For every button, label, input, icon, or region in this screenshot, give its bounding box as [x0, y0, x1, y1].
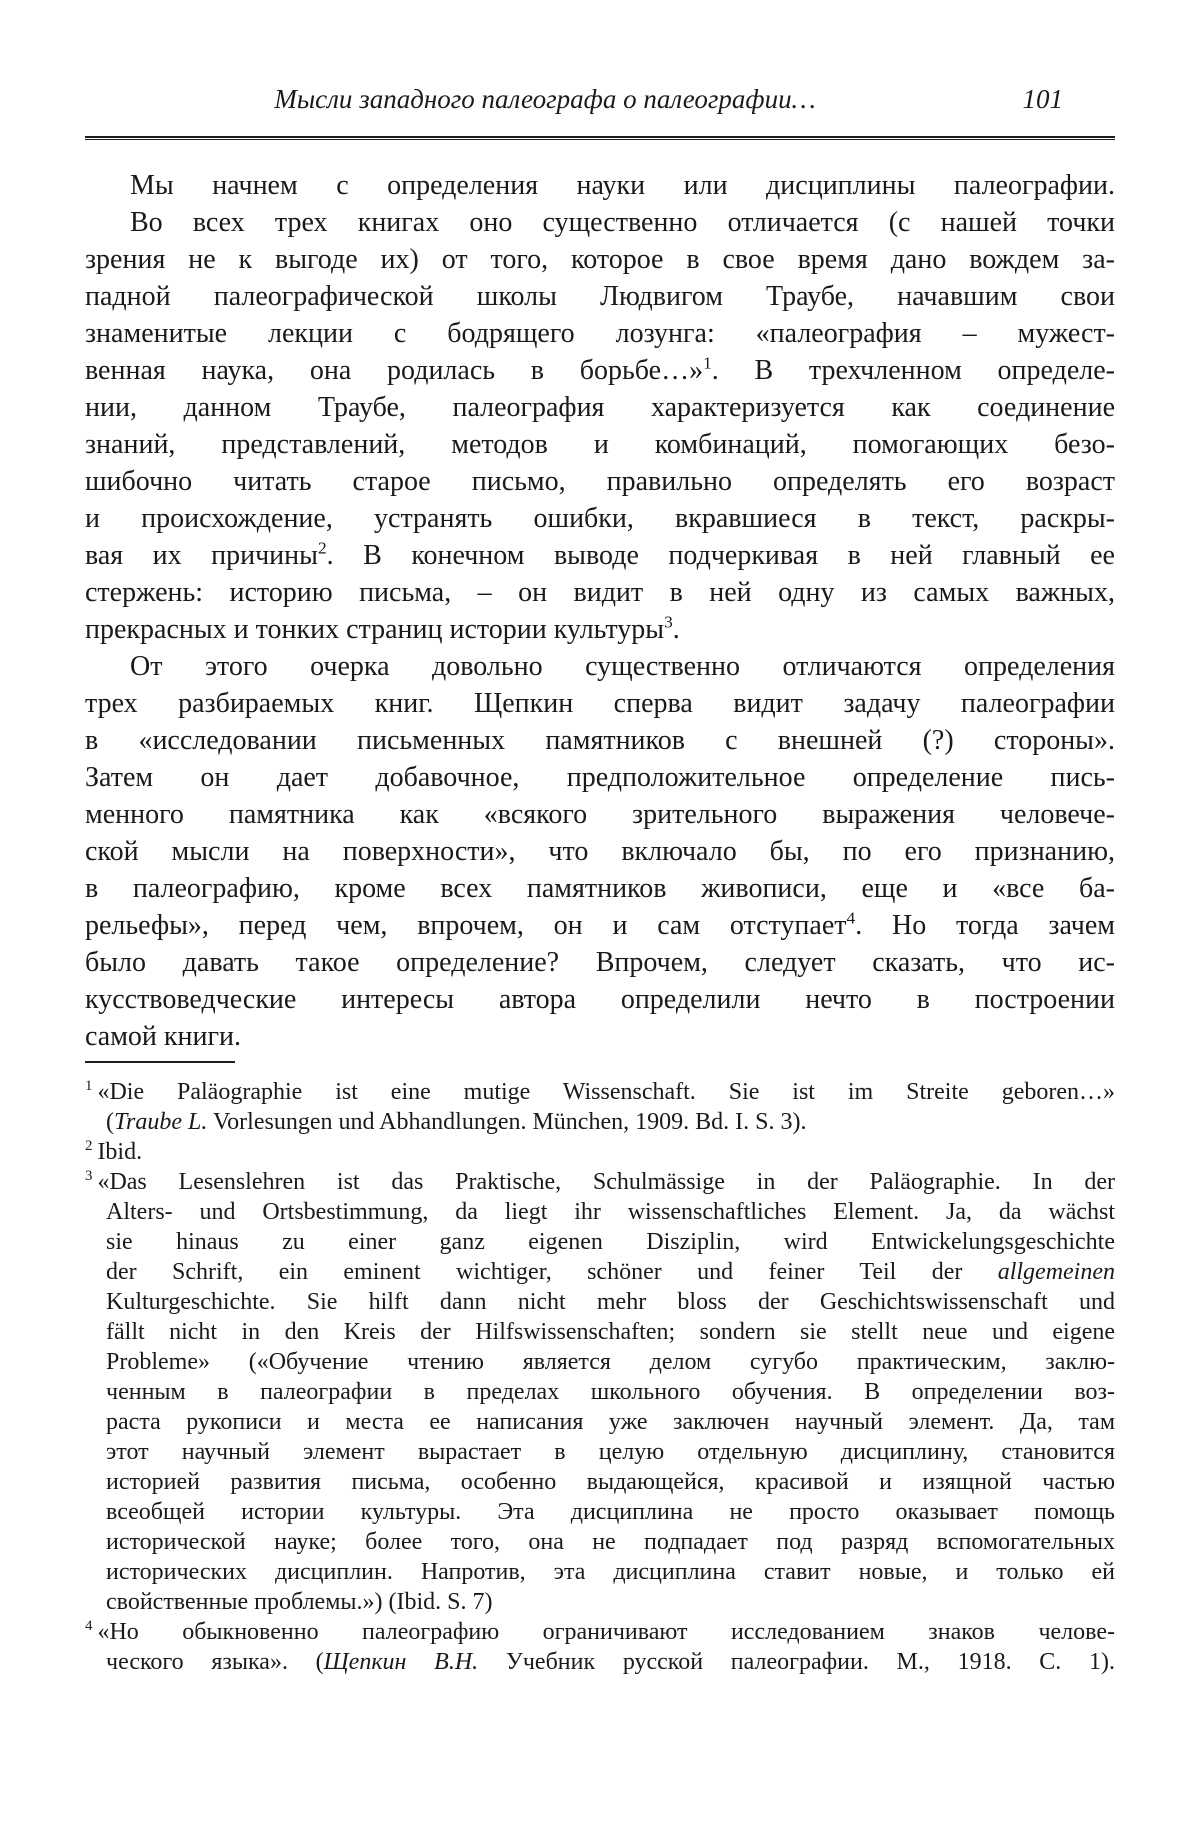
paragraph [85, 167, 1115, 204]
text-line: рельефы», перед чем, впрочем, он и сам отступает$^4$. Но тогда зачем [85, 908, 1116, 941]
footnote-line: fällt nicht in den Kreis der Hilfswissenschaften; sondern sie stellt neue und eigene [106, 1319, 1115, 1345]
footnote-line: ческого языка». (Щепкин В.Н. Учебник русской палеографии. М., 1918. С. 1). [106, 1649, 1115, 1675]
footnote-line: $^4$ «Но обыкновенно палеографию ограничивают исследованием знаков челове- [85, 1618, 1115, 1645]
text-line: в «исследовании письменных памятников с внешней (?) стороны». [85, 725, 1115, 756]
footnote [85, 1137, 1115, 1167]
footnote-line: $^3$ «Das Lesenslehren ist das Praktische, Schulmässige in der Paläographie. In der [85, 1168, 1115, 1195]
text-line: знаний, представлений, методов и комбинаций, помогающих безо- [85, 429, 1115, 460]
footnote-line: Kulturgeschichte. Sie hilft dann nicht mehr bloss der Geschichtswissenschaft und [106, 1289, 1115, 1315]
text-line: Затем он дает добавочное, предположительное определение пись- [85, 762, 1115, 793]
footnote-marker: 3 [85, 1168, 93, 1184]
text-line: самой книги. [85, 1021, 241, 1052]
footnote-line: этот научный элемент вырастает в целую отдельную дисциплину, становится [106, 1439, 1115, 1465]
footnote-line: историей развития письма, особенно выдающейся, красивой и изящной частью [106, 1469, 1115, 1495]
footnote-line: (Traube L. Vorlesungen und Abhandlungen. München, 1909. Bd. I. S. 3). [106, 1109, 807, 1135]
text-line: стержень: историю письма, – он видит в ней одну из самых важных, [85, 577, 1115, 608]
footnote-marker: 2 [85, 1138, 93, 1154]
text-line: ской мысли на поверхности», что включало бы, по его признанию, [85, 836, 1115, 867]
footnote-line: свойственные проблемы.») (Ibid. S. 7) [106, 1589, 493, 1615]
text-line: вая их причины$^2$. В конечном выводе подчеркивая в ней главный ее [85, 538, 1115, 571]
body-text [85, 167, 1115, 1055]
footnote-line: der Schrift, ein eminent wichtiger, schöner und feiner Teil der allgemeinen [106, 1259, 1115, 1285]
text-line: От этого очерка довольно существенно отличаются определения [130, 651, 1115, 682]
paragraph [85, 204, 1115, 648]
page-content [85, 0, 1115, 1677]
text-line: нии, данном Траубе, палеография характеризуется как соединение [85, 392, 1115, 423]
footnote-line: $^1$ «Die Paläographie ist eine mutige Wissenschaft. Sie ist im Streite geboren…» [85, 1078, 1115, 1105]
footnote-line: ченным в палеографии в пределах школьного обучения. В определении воз- [106, 1379, 1115, 1405]
footnote-line: sie hinaus zu einer ganz eigenen Disziplin, wird Entwickelungsgeschichte [106, 1229, 1115, 1255]
text-line: было давать такое определение? Впрочем, следует сказать, что ис- [85, 947, 1115, 978]
text-line: в палеографию, кроме всех памятников живописи, еще и «все ба- [85, 873, 1115, 904]
text-line: менного памятника как «всякого зрительного выражения человече- [85, 799, 1115, 830]
footnote-separator [85, 1061, 235, 1063]
footnote-line: раста рукописи и места ее написания уже заключен научный элемент. Да, там [106, 1409, 1115, 1435]
page-number: 101 [1022, 84, 1063, 114]
header-rule [85, 136, 1115, 140]
text-line: прекрасных и тонких страниц истории культуры$^3$. [85, 612, 680, 645]
text-line: знаменитые лекции с бодрящего лозунга: «палеография – мужест- [85, 318, 1115, 349]
running-head [85, 82, 1115, 116]
running-head-title: Мысли западного палеографа о палеографии… [274, 84, 816, 114]
text-line: шибочно читать старое письмо, правильно определять его возраст [85, 466, 1115, 497]
footnote-line: исторических дисциплин. Напротив, эта дисциплина ставит новые, и только ей [106, 1559, 1115, 1585]
footnote-line: $^2$ Ibid. [85, 1138, 143, 1165]
footnotes [85, 1077, 1115, 1677]
text-line: кусствоведческие интересы автора определили нечто в построении [85, 984, 1115, 1015]
footnote-line: исторической науке; более того, она не подпадает под разряд вспомогательных [106, 1529, 1115, 1555]
footnote-marker: 4 [85, 1618, 93, 1634]
text-line: и происхождение, устранять ошибки, вкравшиеся в текст, раскры- [85, 503, 1115, 534]
text-line: падной палеографической школы Людвигом Траубе, начавшим свои [85, 281, 1115, 312]
text-line: Мы начнем с определения науки или дисциплины палеографии. [130, 170, 1115, 201]
text-line: венная наука, она родилась в борьбе…»$^1$. В трехчленном определе- [85, 353, 1115, 386]
footnote-line: Probleme» («Обучение чтению является делом сугубо практическим, заклю- [106, 1349, 1115, 1375]
paragraph [85, 648, 1115, 1055]
footnote [85, 1167, 1115, 1617]
footnote-line: всеобщей истории культуры. Эта дисциплина не просто оказывает помощь [106, 1499, 1115, 1525]
footnote [85, 1077, 1115, 1137]
footnote [85, 1617, 1115, 1677]
footnote-line: Alters- und Ortsbestimmung, da liegt ihr wissenschaftliches Element. Ja, da wächst [106, 1199, 1115, 1225]
text-line: Во всех трех книгах оно существенно отличается (с нашей точки [130, 207, 1115, 238]
footnote-marker: 1 [85, 1078, 93, 1094]
text-line: трех разбираемых книг. Щепкин сперва видит задачу палеографии [85, 688, 1115, 719]
text-line: зрения не к выгоде их) от того, которое в свое время дано вождем за- [85, 244, 1115, 275]
